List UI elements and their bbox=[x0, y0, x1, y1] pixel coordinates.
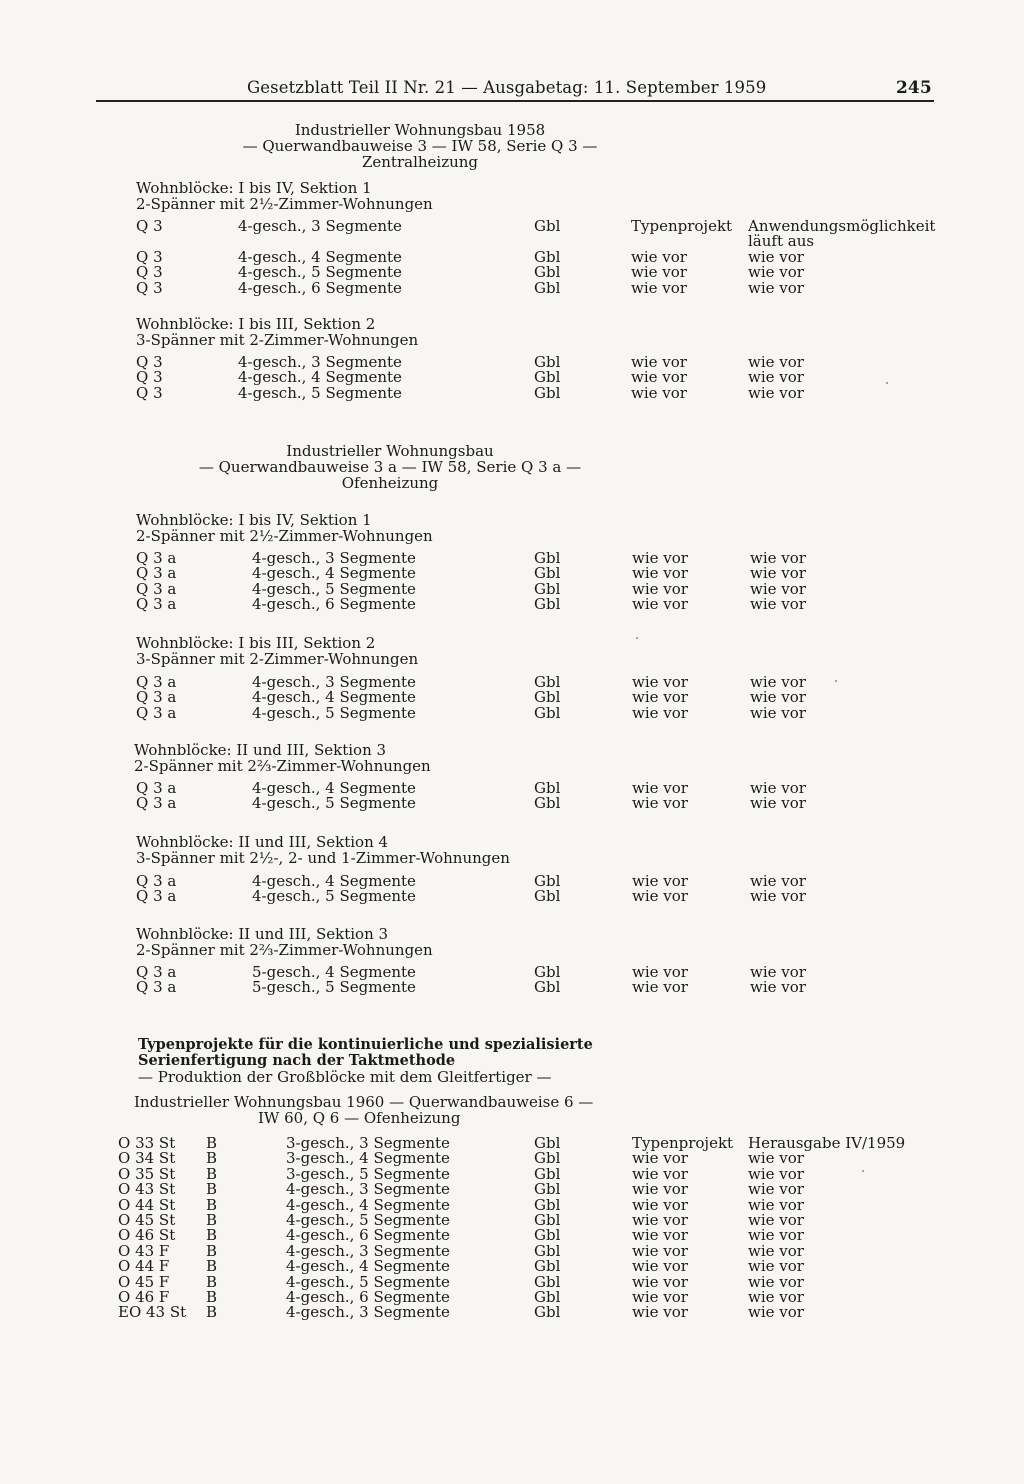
section-1-block-table bbox=[0, 219, 1024, 296]
section-3-subtitle: — Produktion der Großblöcke mit dem Gleitfertiger — bbox=[138, 1068, 552, 1086]
format: Gbl bbox=[534, 383, 561, 402]
status: wie vor bbox=[632, 978, 688, 997]
section-2-block-table bbox=[0, 874, 1024, 905]
table-row bbox=[0, 597, 1024, 612]
variant: B bbox=[206, 1303, 218, 1322]
section-2-block-table bbox=[0, 551, 1024, 613]
section-2-title-line: Ofenheizung bbox=[341, 474, 439, 492]
format: Gbl bbox=[534, 278, 561, 297]
block-heading-line: 2-Spänner mit 2⅔-Zimmer-Wohnungen bbox=[134, 757, 431, 775]
section-3-title-line: Industrieller Wohnungsbau 1960 — Querwandbauweise 6 — bbox=[134, 1093, 594, 1111]
remark: wie vor bbox=[750, 872, 806, 890]
status: wie vor bbox=[632, 1241, 688, 1260]
remark: wie vor bbox=[748, 1195, 804, 1214]
format: Gbl bbox=[534, 368, 561, 387]
variant: B bbox=[206, 1195, 218, 1214]
remark: wie vor bbox=[750, 673, 806, 691]
storeys-segments: 4-gesch., 3 Segmente bbox=[286, 1303, 450, 1322]
section-1-title-line: — Querwandbauweise 3 — IW 58, Serie Q 3 — bbox=[242, 137, 598, 155]
section-1-block-heading bbox=[136, 180, 433, 212]
type-code: O 35 St bbox=[118, 1164, 176, 1183]
section-2-title bbox=[120, 443, 660, 491]
block-heading-line: Wohnblöcke: I bis III, Sektion 2 bbox=[136, 634, 376, 652]
format: Gbl bbox=[534, 549, 561, 567]
status: wie vor bbox=[631, 247, 687, 266]
type-code: Q 3 a bbox=[136, 688, 177, 707]
storeys-segments: 4-gesch., 6 Segmente bbox=[286, 1226, 450, 1245]
type-code: O 44 F bbox=[118, 1257, 170, 1276]
section-3-bold-title-line: Typenprojekte für die kontinuierliche und spezialisierte bbox=[138, 1036, 593, 1053]
section-3-bold-title-line: Serienfertigung nach der Taktmethode bbox=[138, 1051, 456, 1069]
storeys-segments: 4-gesch., 5 Segmente bbox=[252, 703, 416, 722]
status: wie vor bbox=[632, 1303, 688, 1322]
status: wie vor bbox=[632, 794, 688, 813]
format: Gbl bbox=[534, 887, 561, 906]
type-code: Q 3 bbox=[136, 263, 163, 282]
status: wie vor bbox=[631, 368, 687, 387]
format: Gbl bbox=[534, 1226, 561, 1245]
section-2-block-table bbox=[0, 965, 1024, 996]
block-heading-line: Wohnblöcke: II und III, Sektion 3 bbox=[136, 925, 389, 943]
variant: B bbox=[206, 1241, 218, 1260]
section-1-title bbox=[150, 122, 690, 170]
remark-continuation: läuft aus bbox=[748, 232, 815, 251]
remark: wie vor bbox=[748, 247, 804, 266]
format: Gbl bbox=[534, 1272, 561, 1291]
remark: wie vor bbox=[750, 779, 806, 797]
variant: B bbox=[206, 1287, 218, 1306]
section-2-block-table bbox=[0, 781, 1024, 812]
storeys-segments: 4-gesch., 6 Segmente bbox=[238, 278, 402, 297]
block-heading-line: 3-Spänner mit 2½-, 2- und 1-Zimmer-Wohnungen bbox=[136, 849, 510, 867]
storeys-segments: 4-gesch., 6 Segmente bbox=[252, 595, 416, 614]
remark: wie vor bbox=[748, 368, 804, 387]
storeys-segments: 4-gesch., 4 Segmente bbox=[252, 564, 416, 583]
variant: B bbox=[206, 1149, 218, 1168]
remark: wie vor bbox=[748, 1303, 804, 1322]
format: Gbl bbox=[534, 1164, 561, 1183]
storeys-segments: 4-gesch., 4 Segmente bbox=[238, 368, 402, 387]
storeys-segments: 4-gesch., 3 Segmente bbox=[238, 217, 402, 235]
format: Gbl bbox=[534, 564, 561, 583]
table-row bbox=[0, 278, 1024, 297]
status: wie vor bbox=[631, 353, 687, 371]
section-2-block-heading bbox=[136, 635, 418, 667]
status: Typenprojekt bbox=[631, 217, 733, 235]
type-code: Q 3 a bbox=[136, 549, 177, 567]
section-2-block-heading bbox=[136, 834, 510, 866]
format: Gbl bbox=[534, 247, 561, 266]
section-2-block-table bbox=[0, 675, 1024, 721]
type-code: Q 3 bbox=[136, 353, 163, 371]
format: Gbl bbox=[534, 703, 561, 722]
type-code: Q 3 bbox=[136, 217, 163, 235]
section-3-table bbox=[0, 1136, 1024, 1321]
section-2-block-heading bbox=[134, 742, 431, 774]
block-heading-line: 2-Spänner mit 2⅔-Zimmer-Wohnungen bbox=[136, 941, 433, 959]
block-heading-line: 3-Spänner mit 2-Zimmer-Wohnungen bbox=[136, 331, 419, 349]
storeys-segments: 4-gesch., 5 Segmente bbox=[252, 579, 416, 598]
type-code: O 44 St bbox=[118, 1195, 176, 1214]
storeys-segments: 4-gesch., 4 Segmente bbox=[252, 688, 416, 707]
storeys-segments: 4-gesch., 4 Segmente bbox=[252, 872, 416, 890]
paper-speck bbox=[862, 1170, 864, 1172]
format: Gbl bbox=[534, 963, 561, 981]
remark: wie vor bbox=[748, 1149, 804, 1168]
paper-speck bbox=[835, 680, 837, 682]
section-1-title-line: Zentralheizung bbox=[361, 153, 479, 171]
status: wie vor bbox=[632, 673, 688, 691]
status: wie vor bbox=[632, 1180, 688, 1199]
storeys-segments: 4-gesch., 3 Segmente bbox=[286, 1241, 450, 1260]
variant: B bbox=[206, 1180, 218, 1199]
status: wie vor bbox=[632, 1164, 688, 1183]
section-2-block-heading bbox=[136, 512, 433, 544]
remark: wie vor bbox=[750, 794, 806, 813]
block-heading-line: Wohnblöcke: I bis III, Sektion 2 bbox=[136, 315, 376, 333]
storeys-segments: 4-gesch., 5 Segmente bbox=[252, 794, 416, 813]
status: wie vor bbox=[632, 1210, 688, 1229]
storeys-segments: 3-gesch., 5 Segmente bbox=[286, 1164, 450, 1183]
type-code: Q 3 a bbox=[136, 963, 177, 981]
remark: wie vor bbox=[750, 688, 806, 707]
status: wie vor bbox=[632, 1226, 688, 1245]
type-code: Q 3 a bbox=[136, 673, 177, 691]
remark: wie vor bbox=[748, 383, 804, 402]
page-number: 245 bbox=[896, 78, 932, 98]
remark: wie vor bbox=[748, 1287, 804, 1306]
remark: wie vor bbox=[750, 887, 806, 906]
format: Gbl bbox=[534, 217, 561, 235]
status: wie vor bbox=[632, 1272, 688, 1291]
table-row bbox=[0, 1305, 1024, 1320]
status: wie vor bbox=[632, 1195, 688, 1214]
section-1-block-table bbox=[0, 355, 1024, 401]
type-code: O 43 F bbox=[118, 1241, 170, 1260]
type-code: Q 3 a bbox=[136, 595, 177, 614]
type-code: EO 43 St bbox=[118, 1303, 187, 1322]
type-code: O 45 St bbox=[118, 1210, 176, 1229]
type-code: Q 3 a bbox=[136, 887, 177, 906]
block-heading-line: 3-Spänner mit 2-Zimmer-Wohnungen bbox=[136, 650, 419, 668]
type-code: Q 3 a bbox=[136, 872, 177, 890]
remark: wie vor bbox=[748, 263, 804, 282]
format: Gbl bbox=[534, 1134, 561, 1152]
format: Gbl bbox=[534, 779, 561, 797]
section-2-block-heading bbox=[136, 926, 433, 958]
type-code: Q 3 a bbox=[136, 703, 177, 722]
type-code: O 46 St bbox=[118, 1226, 176, 1245]
variant: B bbox=[206, 1210, 218, 1229]
status: Typenprojekt bbox=[632, 1134, 734, 1152]
header-rule bbox=[96, 100, 934, 102]
paper-speck bbox=[636, 637, 638, 639]
block-heading-line: 2-Spänner mit 2½-Zimmer-Wohnungen bbox=[136, 195, 433, 213]
storeys-segments: 4-gesch., 3 Segmente bbox=[238, 353, 402, 371]
status: wie vor bbox=[632, 1287, 688, 1306]
storeys-segments: 4-gesch., 4 Segmente bbox=[252, 779, 416, 797]
format: Gbl bbox=[534, 1180, 561, 1199]
storeys-segments: 4-gesch., 5 Segmente bbox=[238, 263, 402, 282]
type-code: Q 3 a bbox=[136, 794, 177, 813]
type-code: O 34 St bbox=[118, 1149, 176, 1168]
section-2-title-line: — Querwandbauweise 3 a — IW 58, Serie Q 3 a — bbox=[198, 458, 582, 476]
format: Gbl bbox=[534, 688, 561, 707]
type-code: O 45 F bbox=[118, 1272, 170, 1291]
type-code: Q 3 a bbox=[136, 579, 177, 598]
remark: wie vor bbox=[748, 353, 804, 371]
format: Gbl bbox=[534, 978, 561, 997]
remark: wie vor bbox=[748, 1210, 804, 1229]
remark: Anwendungsmöglichkeit bbox=[748, 217, 936, 235]
remark: Herausgabe IV/1959 bbox=[748, 1134, 906, 1152]
storeys-segments: 5-gesch., 4 Segmente bbox=[252, 963, 416, 981]
storeys-segments: 4-gesch., 3 Segmente bbox=[286, 1180, 450, 1199]
remark: wie vor bbox=[750, 549, 806, 567]
status: wie vor bbox=[631, 383, 687, 402]
storeys-segments: 4-gesch., 5 Segmente bbox=[238, 383, 402, 402]
status: wie vor bbox=[632, 872, 688, 890]
status: wie vor bbox=[632, 1257, 688, 1276]
format: Gbl bbox=[534, 353, 561, 371]
storeys-segments: 5-gesch., 5 Segmente bbox=[252, 978, 416, 997]
remark: wie vor bbox=[750, 963, 806, 981]
block-heading-line: Wohnblöcke: II und III, Sektion 4 bbox=[136, 833, 389, 851]
format: Gbl bbox=[534, 1210, 561, 1229]
status: wie vor bbox=[632, 549, 688, 567]
format: Gbl bbox=[534, 872, 561, 890]
table-row bbox=[0, 889, 1024, 904]
storeys-segments: 4-gesch., 5 Segmente bbox=[286, 1210, 450, 1229]
status: wie vor bbox=[632, 1149, 688, 1168]
block-heading-line: 2-Spänner mit 2½-Zimmer-Wohnungen bbox=[136, 527, 433, 545]
type-code: Q 3 bbox=[136, 383, 163, 402]
running-header: Gesetzblatt Teil II Nr. 21 — Ausgabetag: 11. September 1959 bbox=[247, 78, 767, 97]
format: Gbl bbox=[534, 1241, 561, 1260]
storeys-segments: 4-gesch., 4 Segmente bbox=[286, 1195, 450, 1214]
format: Gbl bbox=[534, 1257, 561, 1276]
format: Gbl bbox=[534, 1149, 561, 1168]
format: Gbl bbox=[534, 794, 561, 813]
block-heading-line: Wohnblöcke: I bis IV, Sektion 1 bbox=[136, 179, 372, 197]
type-code: Q 3 bbox=[136, 368, 163, 387]
status: wie vor bbox=[632, 703, 688, 722]
section-1-title-line: Industrieller Wohnungsbau 1958 bbox=[294, 121, 546, 139]
section-2-title-line: Industrieller Wohnungsbau bbox=[286, 442, 494, 460]
remark: wie vor bbox=[750, 703, 806, 722]
storeys-segments: 3-gesch., 4 Segmente bbox=[286, 1149, 450, 1168]
type-code: O 33 St bbox=[118, 1134, 176, 1152]
status: wie vor bbox=[632, 963, 688, 981]
type-code: Q 3 a bbox=[136, 564, 177, 583]
storeys-segments: 4-gesch., 5 Segmente bbox=[252, 887, 416, 906]
table-row bbox=[0, 980, 1024, 995]
remark: wie vor bbox=[750, 579, 806, 598]
type-code: Q 3 bbox=[136, 278, 163, 297]
storeys-segments: 4-gesch., 6 Segmente bbox=[286, 1287, 450, 1306]
storeys-segments: 4-gesch., 4 Segmente bbox=[286, 1257, 450, 1276]
remark: wie vor bbox=[748, 1241, 804, 1260]
paper-speck bbox=[886, 382, 888, 384]
remark: wie vor bbox=[748, 1257, 804, 1276]
format: Gbl bbox=[534, 595, 561, 614]
table-row bbox=[0, 383, 1024, 402]
variant: B bbox=[206, 1272, 218, 1291]
format: Gbl bbox=[534, 579, 561, 598]
remark: wie vor bbox=[750, 595, 806, 614]
format: Gbl bbox=[534, 1303, 561, 1322]
section-3-bold-title bbox=[138, 1037, 593, 1068]
type-code: Q 3 a bbox=[136, 779, 177, 797]
remark: wie vor bbox=[750, 978, 806, 997]
remark: wie vor bbox=[750, 564, 806, 583]
table-row bbox=[0, 219, 1024, 234]
section-1-block-heading bbox=[136, 316, 418, 348]
status: wie vor bbox=[632, 595, 688, 614]
status: wie vor bbox=[632, 688, 688, 707]
storeys-segments: 4-gesch., 4 Segmente bbox=[238, 247, 402, 266]
format: Gbl bbox=[534, 1287, 561, 1306]
variant: B bbox=[206, 1257, 218, 1276]
variant: B bbox=[206, 1164, 218, 1183]
storeys-segments: 4-gesch., 3 Segmente bbox=[252, 549, 416, 567]
type-code: O 43 St bbox=[118, 1180, 176, 1199]
status: wie vor bbox=[632, 779, 688, 797]
status: wie vor bbox=[632, 564, 688, 583]
remark: wie vor bbox=[748, 1180, 804, 1199]
storeys-segments: 3-gesch., 3 Segmente bbox=[286, 1134, 450, 1152]
table-row bbox=[0, 703, 1024, 722]
remark: wie vor bbox=[748, 1272, 804, 1291]
type-code: Q 3 a bbox=[136, 978, 177, 997]
variant: B bbox=[206, 1134, 218, 1152]
type-code: O 46 F bbox=[118, 1287, 170, 1306]
storeys-segments: 4-gesch., 3 Segmente bbox=[252, 673, 416, 691]
remark: wie vor bbox=[748, 278, 804, 297]
format: Gbl bbox=[534, 263, 561, 282]
table-row bbox=[0, 796, 1024, 811]
block-heading-line: Wohnblöcke: II und III, Sektion 3 bbox=[134, 741, 387, 759]
block-heading-line: Wohnblöcke: I bis IV, Sektion 1 bbox=[136, 511, 372, 529]
format: Gbl bbox=[534, 1195, 561, 1214]
remark: wie vor bbox=[748, 1164, 804, 1183]
status: wie vor bbox=[631, 263, 687, 282]
variant: B bbox=[206, 1226, 218, 1245]
status: wie vor bbox=[632, 887, 688, 906]
format: Gbl bbox=[534, 673, 561, 691]
type-code: Q 3 bbox=[136, 247, 163, 266]
status: wie vor bbox=[631, 278, 687, 297]
section-3-title-line: IW 60, Q 6 — Ofenheizung bbox=[258, 1109, 461, 1127]
status: wie vor bbox=[632, 579, 688, 598]
storeys-segments: 4-gesch., 5 Segmente bbox=[286, 1272, 450, 1291]
remark: wie vor bbox=[748, 1226, 804, 1245]
